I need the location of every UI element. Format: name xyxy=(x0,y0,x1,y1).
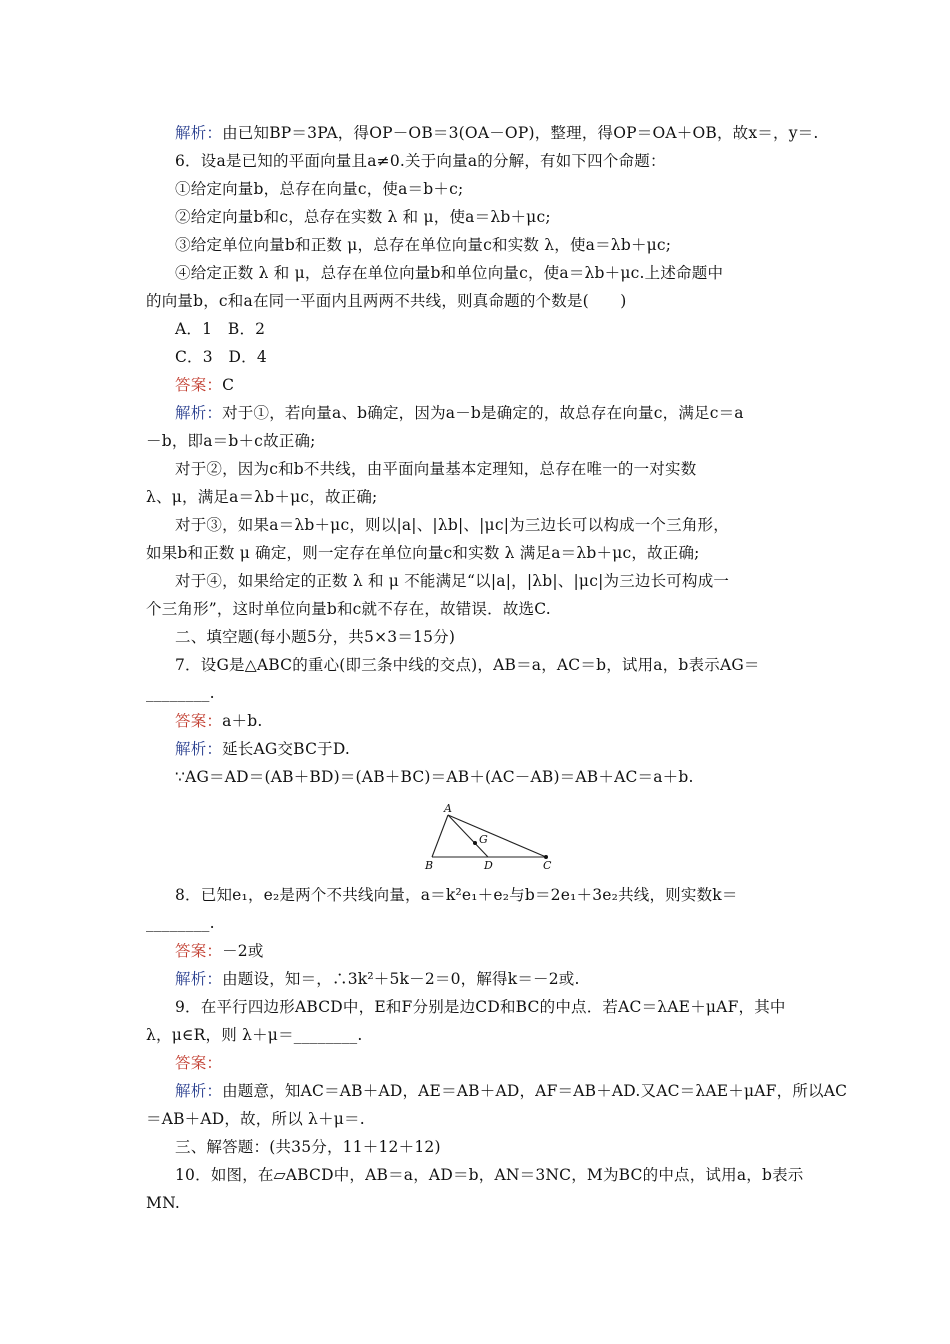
text-line xyxy=(175,885,811,905)
text-line xyxy=(175,997,811,1017)
line-text: 对于④，如果给定的正数 λ 和 μ 不能满足“以|a|，|λb|、|μc|为三边长可构成一 xyxy=(175,572,730,590)
line-text: 三、解答题：(共35分，11＋12＋12) xyxy=(175,1138,441,1156)
line-text: ③给定单位向量b和正数 μ，总存在单位向量c和实数 λ，使a＝λb＋μc; xyxy=(175,236,672,254)
label-c: C xyxy=(543,859,552,872)
text-line xyxy=(146,291,810,311)
line-text: C．3 D．4 xyxy=(175,348,267,366)
line-label: 答案： xyxy=(175,376,223,394)
text-line xyxy=(175,207,811,227)
label-g: G xyxy=(479,833,488,846)
line-text: λ，μ∈R，则 λ＋μ＝________. xyxy=(146,1026,363,1044)
line-label: 解析： xyxy=(175,124,223,142)
line-label: 解析： xyxy=(175,740,223,758)
point-g xyxy=(473,841,477,845)
line-text: ________. xyxy=(146,684,215,702)
line-text: ∵AG＝AD＝(AB＋BD)＝(AB＋BC)＝AB＋(AC－AB)＝AB＋AC＝a＋b. xyxy=(175,768,694,786)
line-text: 个三角形”，这时单位向量b和c就不存在，故错误．故选C. xyxy=(146,600,551,618)
label-b: B xyxy=(425,859,434,872)
line-text: 8．已知e₁，e₂是两个不共线向量，a＝k²e₁＋e₂与b＝2e₁＋3e₂共线，则实数k＝ xyxy=(175,886,738,904)
text-line xyxy=(175,515,811,535)
line-text: 6．设a是已知的平面向量且a≠0.关于向量a的分解，有如下四个命题： xyxy=(175,152,666,170)
text-line xyxy=(175,459,811,479)
line-text: 对于②，因为c和b不共线，由平面向量基本定理知，总存在唯一的一对实数 xyxy=(175,460,697,478)
text-line xyxy=(175,1053,811,1073)
line-text: ①给定向量b，总存在向量c，使a＝b＋c; xyxy=(175,180,464,198)
line-text: 如果b和正数 μ 确定，则一定存在单位向量c和实数 λ 满足a＝λb＋μc，故正确; xyxy=(146,544,700,562)
text-line xyxy=(175,655,811,675)
text-line xyxy=(146,487,810,507)
line-text: 对于①，若向量a、b确定，因为a－b是确定的，故总存在向量c，满足c＝a xyxy=(222,404,744,422)
line-label: 答案： xyxy=(175,1054,223,1072)
text-line xyxy=(175,123,819,143)
line-text: ④给定正数 λ 和 μ，总存在单位向量b和单位向量c，使a＝λb＋μc.上述命题中 xyxy=(175,264,724,282)
line-text: ②给定向量b和c，总存在实数 λ 和 μ，使a＝λb＋μc; xyxy=(175,208,551,226)
text-line xyxy=(175,969,811,989)
text-line xyxy=(175,941,811,961)
label-a: A xyxy=(444,802,452,815)
line-text: a＋b. xyxy=(222,712,263,730)
text-line xyxy=(146,431,810,451)
text-line xyxy=(146,1025,810,1045)
line-text: A．1 B．2 xyxy=(175,320,266,338)
text-line xyxy=(175,347,811,367)
line-text: 的向量b，c和a在同一平面内且两两不共线，则真命题的个数是( ) xyxy=(146,292,627,310)
text-line xyxy=(175,319,811,339)
line-text: ＝AB＋AD，故，所以 λ＋μ＝. xyxy=(146,1110,365,1128)
line-text: λ、μ，满足a＝λb＋μc，故正确; xyxy=(146,488,378,506)
text-line xyxy=(175,375,811,395)
section-heading xyxy=(175,627,811,647)
text-line xyxy=(175,263,811,283)
line-text: 延长AG交BC于D. xyxy=(222,740,351,758)
segment-ac xyxy=(448,815,546,857)
line-label: 答案： xyxy=(175,942,223,960)
line-label: 解析： xyxy=(175,404,223,422)
line-text: 由已知BP＝3PA，得OP－OB＝3(OA－OP)，整理，得OP＝OA＋OB，故x＝，y＝. xyxy=(222,124,819,142)
text-line xyxy=(175,403,811,423)
line-text: 10．如图，在▱ABCD中，AB＝a，AD＝b，AN＝3NC，M为BC的中点，试用a，b表示 xyxy=(175,1166,804,1184)
line-text: 9．在平行四边形ABCD中，E和F分别是边CD和BC的中点．若AC＝λAE＋μAF，其中 xyxy=(175,998,786,1016)
text-line xyxy=(175,739,811,759)
text-line xyxy=(146,543,810,563)
line-text: ________. xyxy=(146,914,215,932)
line-label: 答案： xyxy=(175,712,223,730)
text-line xyxy=(175,711,811,731)
section-heading xyxy=(175,1137,811,1157)
line-label: 解析： xyxy=(175,1082,223,1100)
line-text: 二、填空题(每小题5分，共5×3＝15分) xyxy=(175,628,456,646)
triangle-figure xyxy=(418,795,556,873)
line-text: 由题意，知AC＝AB＋AD，AE＝AB＋AD，AF＝AB＋AD.又AC＝λAE＋μAF，所以AC xyxy=(222,1082,848,1100)
text-line xyxy=(175,767,811,787)
segment-ab xyxy=(432,815,448,857)
line-text: －b，即a＝b＋c故正确; xyxy=(146,432,316,450)
text-line xyxy=(146,1193,810,1213)
text-line xyxy=(175,571,811,591)
text-line xyxy=(175,151,811,171)
text-line xyxy=(175,1081,848,1101)
text-line xyxy=(175,179,811,199)
line-text: C xyxy=(222,376,235,394)
text-line xyxy=(146,599,810,619)
line-text: －2或 xyxy=(222,942,264,960)
text-line xyxy=(146,683,810,703)
text-line xyxy=(146,913,810,933)
line-text: 对于③，如果a＝λb＋μc，则以|a|、|λb|、|μc|为三边长可以构成一个三角形， xyxy=(175,516,729,534)
line-text: MN. xyxy=(146,1194,180,1212)
text-line xyxy=(175,235,811,255)
line-label: 解析： xyxy=(175,970,223,988)
line-text: 由题设，知＝，∴3k²＋5k－2＝0，解得k＝－2或. xyxy=(222,970,580,988)
label-d: D xyxy=(484,859,493,872)
text-line xyxy=(146,1109,810,1129)
line-text: 7．设G是△ABC的重心(即三条中线的交点)，AB＝a，AC＝b，试用a，b表示AG＝ xyxy=(175,656,760,674)
text-line xyxy=(175,1165,811,1185)
